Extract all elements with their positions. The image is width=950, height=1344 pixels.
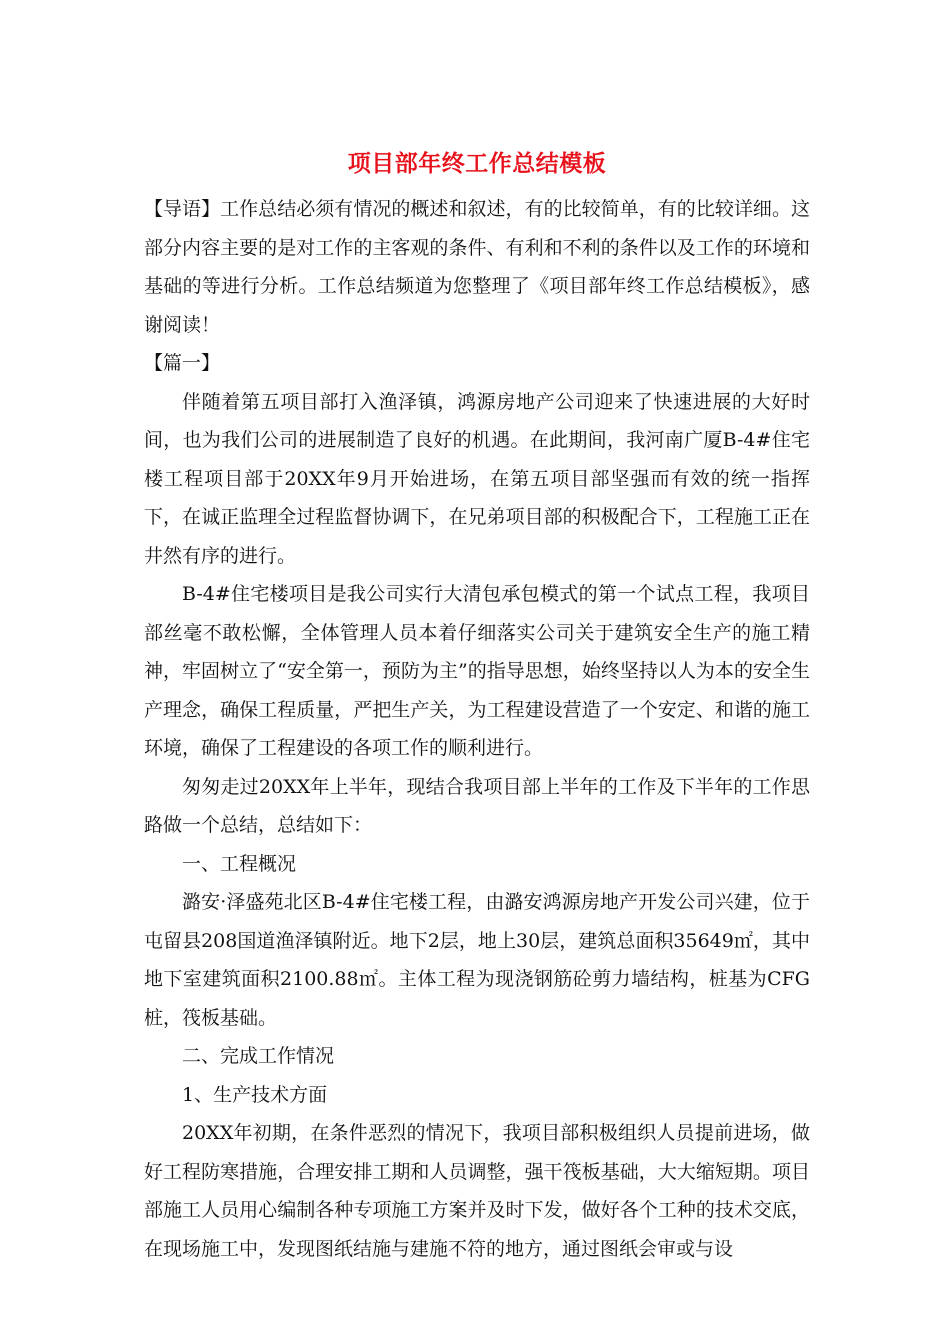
intro-paragraph: 【导语】工作总结必须有情况的概述和叙述，有的比较简单，有的比较详细。这部分内容主要的是对工作的主客观的条件、有利和不利的条件以及工作的环境和基础的等进行分析。工作总结频道为您整理了《项目部年终工作总结模板》，感谢阅读！ (144, 198, 810, 336)
body-paragraph: 伴随着第五项目部打入渔泽镇，鸿源房地产公司迎来了快速进展的大好时间，也为我们公司的进展制造了良好的机遇。在此期间，我河南广厦B-4#住宅楼工程项目部于20XX年9月开始进场，在第五项目部坚强而有效的统一指挥下，在诚正监理全过程监督协调下，在兄弟项目部的积极配合下，工程施工正在井然有序的进行。 (144, 390, 810, 567)
body-paragraph: 20XX年初期，在条件恶烈的情况下，我项目部积极组织人员提前进场，做好工程防寒措施，合理安排工期和人员调整，强干筏板基础，大大缩短期。项目部施工人员用心编制各种专项施工方案并及时下发，做好各个工种的技术交底，在现场施工中，发现图纸结施与建施不符的地方，通过图纸会审或与设 (144, 1122, 810, 1260)
subsection-heading: 1、生产技术方面 (182, 1083, 328, 1106)
document-body (144, 140, 810, 1268)
body-paragraph: 潞安·泽盛苑北区B-4#住宅楼工程，由潞安鸿源房地产开发公司兴建，位于屯留县208国道渔泽镇附近。地下2层，地上30层，建筑总面积35649㎡，其中地下室建筑面积2100.88㎡。主体工程为现浇钢筋砼剪力墙结构，桩基为CFG桩，筏板基础。 (144, 891, 810, 1029)
section-heading: 二、完成工作情况 (182, 1045, 335, 1067)
section-tag: 【篇一】 (144, 352, 221, 374)
section-heading: 一、工程概况 (182, 852, 297, 875)
document-title: 项目部年终工作总结模板 (347, 150, 607, 177)
body-paragraph: 匆匆走过20XX年上半年，现结合我项目部上半年的工作及下半年的工作思路做一个总结，总结如下： (144, 775, 810, 836)
body-paragraph: B-4#住宅楼项目是我公司实行大清包承包模式的第一个试点工程，我项目部丝毫不敢松懈，全体管理人员本着仔细落实公司关于建筑安全生产的施工精神，牢固树立了“安全第一，预防为主”的指导思想，始终坚持以人为本的安全生产理念，确保工程质量，严把生产关，为工程建设营造了一个安定、和谐的施工环境，确保了工程建设的各项工作的顺利进行。 (144, 583, 810, 759)
